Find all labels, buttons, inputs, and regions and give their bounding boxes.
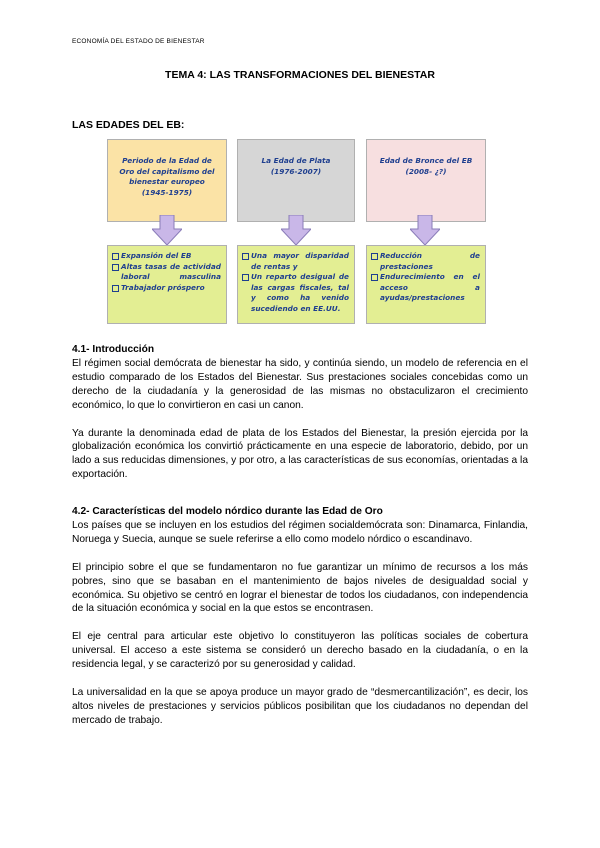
period-box-gold bbox=[107, 139, 227, 222]
paragraph: Ya durante la denominada edad de plata de los Estados del Bienestar, la presión ejercida por la globalización económica los convirtió prácticamente en una especie de laboratorio, debido, por un lado a sus reducidas dimensiones, y por otro, a las características de sus economías, orientadas a la exportación. bbox=[72, 427, 528, 481]
section-introduction bbox=[72, 343, 528, 482]
paragraph: La universalidad en la que se apoya produce un mayor grado de “desmercantilización”, es decir, los altos niveles de prestaciones y servicios públicos posibilitan que los ciudadanos no dependan del mercado de trabajo. bbox=[72, 687, 528, 726]
period-label: Edad de Bronce del EB bbox=[379, 156, 473, 165]
feature-item: Una mayor disparidad de rentas y bbox=[242, 251, 349, 272]
paragraph: El eje central para articular este objetivo lo constituyeron las políticas sociales de cobertura universal. El acceso a este sistema se consideró un derecho basado en la ciudadanía, o en la residencia legal, y se caracterizó por su generosidad y calidad. bbox=[72, 631, 528, 671]
period-dates: (1945-1975) bbox=[141, 187, 193, 197]
period-label: La Edad de Plata bbox=[261, 156, 331, 165]
section-heading: 4.1- Introducción bbox=[72, 344, 155, 355]
section-nordic-model bbox=[72, 505, 528, 728]
paragraph: El régimen social demócrata de bienestar ha sido, y continúa siendo, un modelo de referencia en el estudio comparado de los Estados del Bienestar. Sus prestaciones sociales concebidas como un derecho de la ciudadanía y la generosidad de las mismas no obstaculizaron el crecimiento económico, lo que lo convirtieron en casi un canon. bbox=[72, 357, 528, 411]
feature-item: Un reparto desigual de las cargas fiscales, tal y como ha venido sucediendo en EE.UU. bbox=[242, 272, 349, 314]
down-arrow-icon bbox=[410, 215, 440, 246]
period-dates: (2008- ¿?) bbox=[405, 166, 447, 176]
page-title: TEMA 4: LAS TRANSFORMACIONES DEL BIENESTAR bbox=[165, 69, 435, 81]
down-arrow-icon bbox=[152, 215, 182, 246]
period-box-silver bbox=[237, 139, 355, 222]
page-header: ECONOMÍA DEL ESTADO DE BIENESTAR bbox=[72, 38, 205, 45]
features-box-gold bbox=[107, 245, 227, 324]
feature-item: Expansión del EB bbox=[112, 251, 221, 262]
feature-item: Reducción de prestaciones bbox=[371, 251, 480, 272]
features-box-bronze bbox=[366, 245, 486, 324]
paragraph: El principio sobre el que se fundamentaron no fue garantizar un mínimo de recursos a los más pobres, sino que se basaban en el mantenimiento de bajos niveles de desigualdad social y económica. Su objetivo se centró en lograr el bienestar de todos los ciudadanos, con independencia de la situación económica y social en la que estos se encontrasen. bbox=[72, 561, 528, 615]
feature-item: Altas tasas de actividad laboral masculina bbox=[112, 262, 221, 283]
features-box-silver bbox=[237, 245, 355, 324]
down-arrow-icon bbox=[281, 215, 311, 246]
feature-item: Trabajador próspero bbox=[112, 283, 221, 294]
feature-item: Endurecimiento en el acceso a ayudas/prestaciones bbox=[371, 272, 480, 304]
period-box-bronze bbox=[366, 139, 486, 222]
paragraph: Los países que se incluyen en los estudios del régimen socialdemócrata son: Dinamarca, Finlandia, Noruega y Suecia, aunque se suele referirse a ello como modelo nórdico o escandinavo. bbox=[72, 519, 528, 545]
section-heading: 4.2- Características del modelo nórdico durante las Edad de Oro bbox=[72, 506, 383, 517]
period-dates: (1976-2007) bbox=[270, 166, 322, 176]
period-label: Periodo de la Edad de Oro del capitalismo del bienestar europeo bbox=[119, 156, 215, 186]
diagram-subtitle: LAS EDADES DEL EB: bbox=[72, 119, 185, 131]
